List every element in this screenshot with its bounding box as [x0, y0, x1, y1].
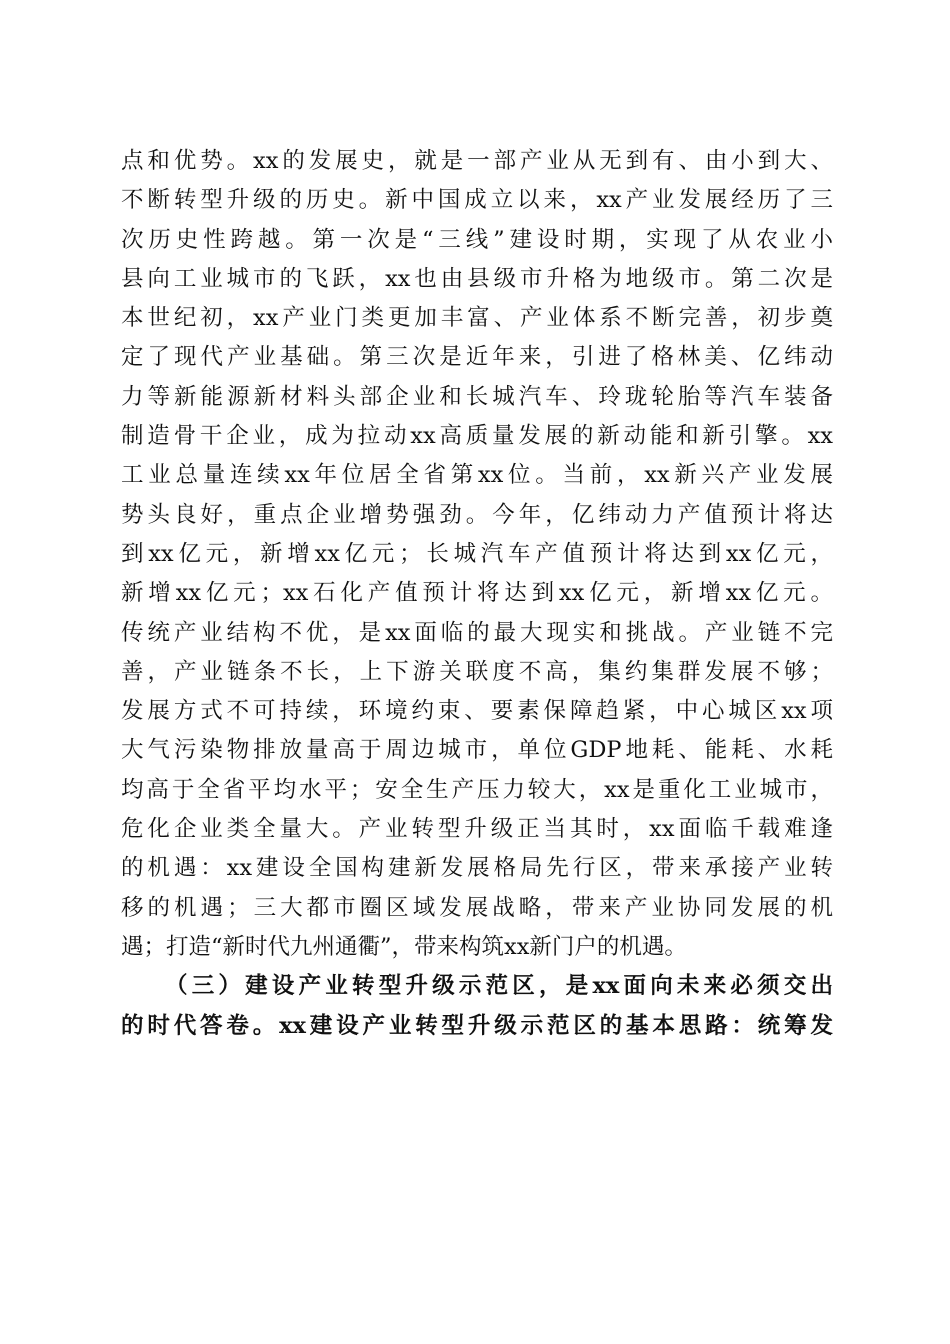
- text-line-8: 制造骨干企业，成为拉动xx高质量发展的新动能和新引擎。xx: [121, 423, 833, 450]
- text-line-13: 传统产业结构不优，是xx面临的最大现实和挑战。产业链不完: [121, 619, 833, 646]
- text-line-18: 危化企业类全量大。产业转型升级正当其时，xx面临千载难逢: [121, 816, 833, 843]
- text-line-3: 次历史性跨越。第一次是“三线”建设时期，实现了从农业小: [121, 226, 833, 253]
- text-line-16: 大气污染物排放量高于周边城市，单位GDP地耗、能耗、水耗: [121, 737, 833, 764]
- text-line-17: 均高于全省平均水平；安全生产压力较大，xx是重化工业城市，: [121, 776, 833, 803]
- text-line-6: 定了现代产业基础。第三次是近年来，引进了格林美、亿纬动: [121, 344, 833, 371]
- text-line-10: 势头良好，重点企业增势强劲。今年，亿纬动力产值预计将达: [121, 501, 833, 528]
- text-line-7: 力等新能源新材料头部企业和长城汽车、玲珑轮胎等汽车装备: [121, 383, 833, 410]
- text-line-2: 不断转型升级的历史。新中国成立以来，xx产业发展经历了三: [121, 187, 833, 214]
- text-line-20: 移的机遇；三大都市圈区域发展战略，带来产业协同发展的机: [121, 894, 833, 921]
- section-heading-line-1: （三）建设产业转型升级示范区，是xx面向未来必须交出: [165, 973, 833, 1000]
- text-line-1: 点和优势。xx的发展史，就是一部产业从无到有、由小到大、: [121, 148, 833, 174]
- document-body: [121, 142, 833, 1046]
- section-heading-line-2: 的时代答卷。xx建设产业转型升级示范区的基本思路：统筹发: [121, 1012, 833, 1039]
- text-line-15: 发展方式不可持续，环境约束、要素保障趋紧，中心城区xx项: [121, 698, 833, 725]
- text-line-19: 的机遇：xx建设全国构建新发展格局先行区，带来承接产业转: [121, 855, 833, 882]
- text-line-5: 本世纪初，xx产业门类更加丰富、产业体系不断完善，初步奠: [121, 305, 833, 332]
- text-line-4: 县向工业城市的飞跃，xx也由县级市升格为地级市。第二次是: [121, 265, 833, 292]
- text-line-11: 到xx亿元，新增xx亿元；长城汽车产值预计将达到xx亿元，: [121, 540, 833, 567]
- text-line-12: 新增xx亿元；xx石化产值预计将达到xx亿元，新增xx亿元。: [121, 580, 833, 607]
- text-line-21: 遇；打造“新时代九州通衢”，带来构筑xx新门户的机遇。: [121, 933, 687, 960]
- text-line-9: 工业总量连续xx年位居全省第xx位。当前，xx新兴产业发展: [121, 462, 833, 489]
- text-line-14: 善，产业链条不长，上下游关联度不高，集约集群发展不够；: [121, 658, 833, 685]
